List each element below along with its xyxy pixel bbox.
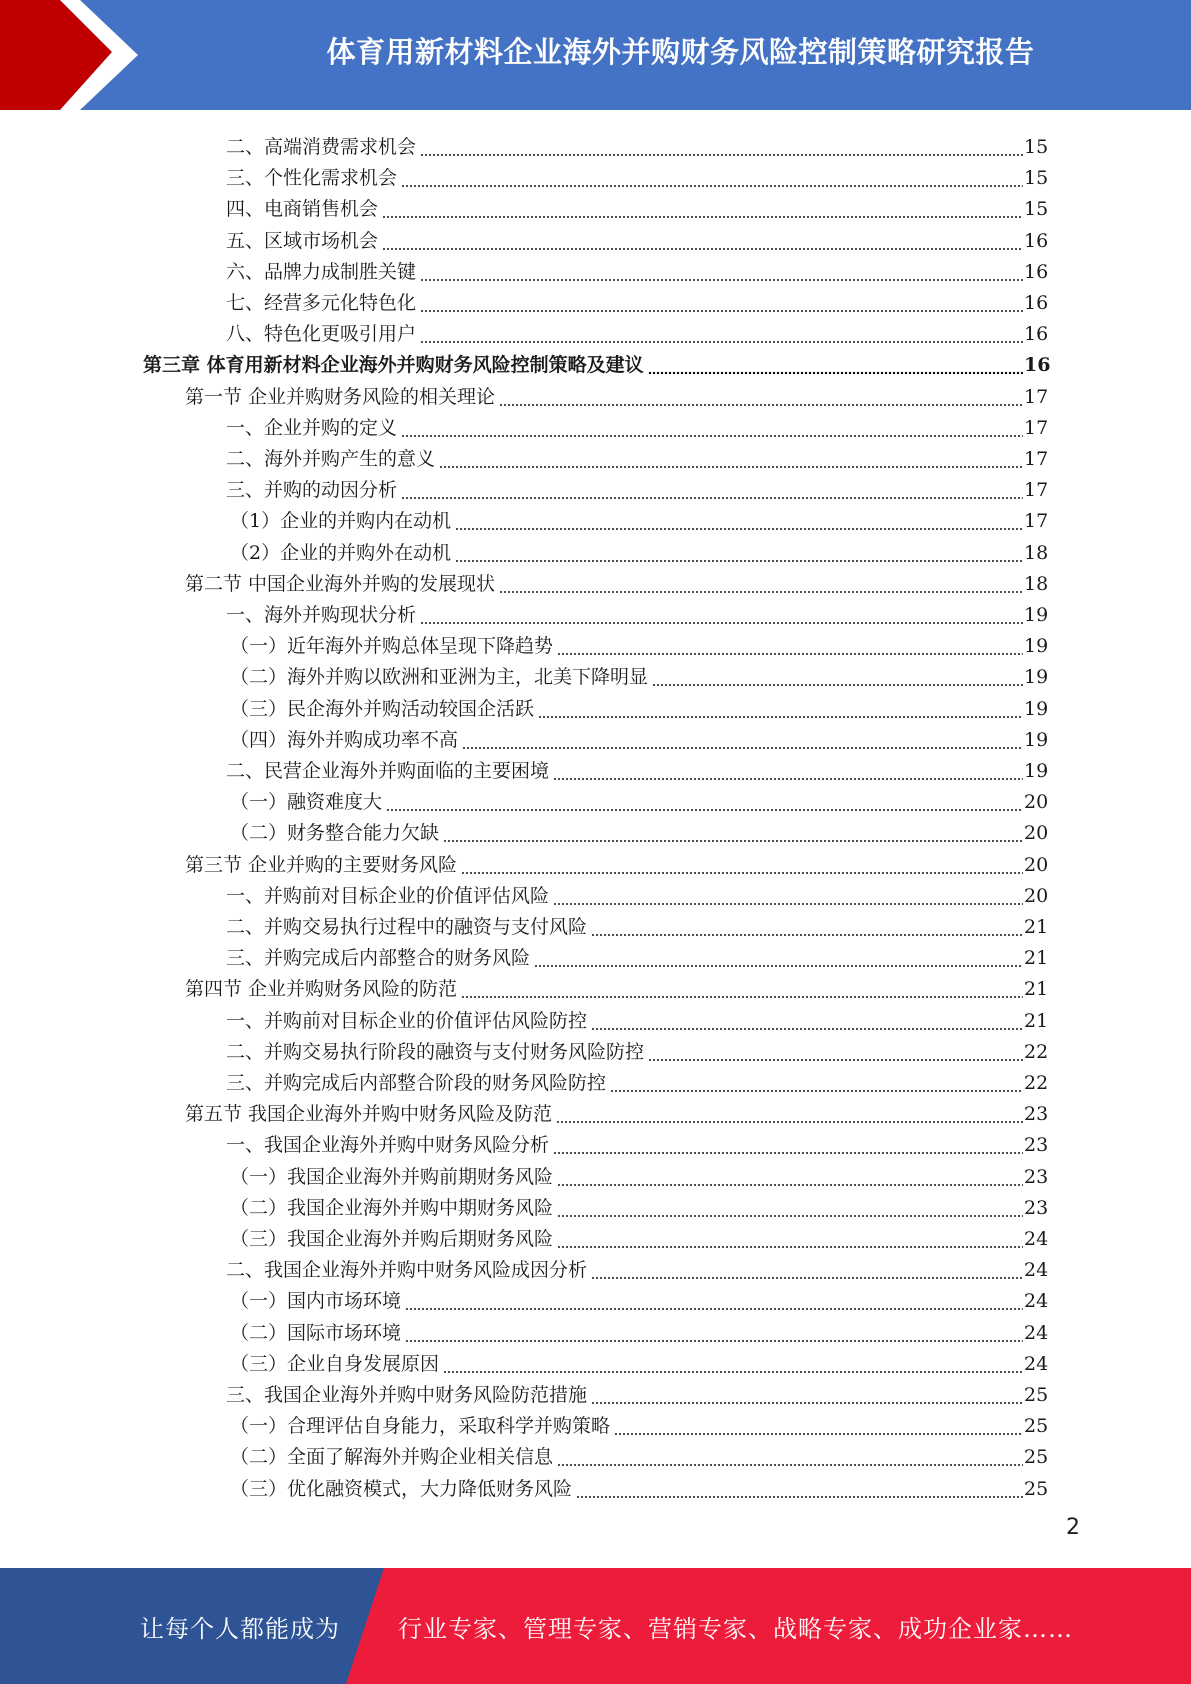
toc-entry-title: 三、个性化需求机会 [226, 167, 398, 190]
toc-entry[interactable] [226, 409, 1048, 440]
toc-dot-leader [401, 414, 1023, 438]
toc-entry-page: 21 [1024, 916, 1049, 938]
toc-entry[interactable] [230, 502, 1048, 533]
toc-entry-page: 17 [1024, 510, 1049, 533]
toc-entry-page: 24 [1024, 1352, 1049, 1375]
toc-entry[interactable] [226, 440, 1048, 471]
toc-entry-title: 七、经营多元化特色化 [226, 292, 417, 314]
toc-entry-title: （三）我国企业海外并购后期财务风险 [230, 1228, 554, 1250]
toc-entry-title: 二、我国企业海外并购中财务风险成因分析 [226, 1259, 588, 1282]
page-number: 2 [1066, 1515, 1080, 1540]
toc-entry-title: 二、民营企业海外并购面临的主要困境 [226, 760, 550, 782]
toc-entry-page: 17 [1024, 479, 1049, 502]
toc-entry-page: 24 [1024, 1259, 1049, 1282]
toc-entry-title: 四、电商销售机会 [226, 198, 379, 221]
toc-entry-title: （二）海外并购以欧洲和亚洲为主，北美下降明显 [230, 666, 649, 689]
toc-entry-page: 24 [1024, 1290, 1049, 1313]
toc-entry-page: 15 [1024, 136, 1049, 158]
toc-dot-leader [534, 944, 1023, 968]
toc-entry-title: （一）我国企业海外并购前期财务风险 [230, 1165, 554, 1188]
toc-entry-title: （二）我国企业海外并购中期财务风险 [230, 1196, 554, 1219]
toc-dot-leader [382, 227, 1023, 251]
toc-entry-page: 15 [1024, 167, 1049, 190]
toc-entry-title: （一）融资难度大 [230, 791, 383, 814]
toc-dot-leader [648, 1038, 1023, 1062]
toc-entry-page: 21 [1024, 947, 1049, 970]
toc-entry[interactable] [226, 939, 1048, 970]
toc-entry-page: 25 [1024, 1446, 1049, 1469]
toc-dot-leader [499, 570, 1023, 594]
toc-dot-leader [576, 1475, 1023, 1499]
toc-entry-page: 20 [1024, 791, 1049, 814]
toc-entry-page: 17 [1024, 416, 1049, 439]
toc-entry-title: （一）国内市场环境 [230, 1290, 402, 1313]
toc-entry-page: 20 [1024, 822, 1049, 845]
toc-dot-leader [557, 1443, 1023, 1467]
toc-dot-leader [499, 383, 1023, 407]
toc-dot-leader [553, 757, 1023, 781]
toc-entry[interactable] [226, 222, 1048, 253]
toc-dot-leader [553, 882, 1023, 906]
toc-entry-page: 22 [1024, 1072, 1049, 1094]
toc-entry-page: 20 [1024, 884, 1049, 907]
toc-entry-title: 三、并购完成后内部整合阶段的财务风险防控 [226, 1072, 607, 1094]
toc-entry[interactable] [226, 159, 1048, 190]
page-footer [0, 1568, 1191, 1684]
toc-entry-title: 第一节 企业并购财务风险的相关理论 [185, 385, 496, 408]
toc-dot-leader [443, 819, 1023, 843]
toc-entry-page: 22 [1024, 1040, 1049, 1063]
toc-dot-leader [405, 1287, 1023, 1311]
toc-dot-leader [439, 445, 1023, 469]
toc-chapter-entry[interactable] [143, 346, 1051, 377]
toc-entry-page: 19 [1024, 635, 1049, 658]
toc-dot-leader [591, 1007, 1023, 1031]
toc-entry[interactable] [230, 690, 1048, 721]
toc-dot-leader [538, 695, 1023, 719]
toc-entry-page: 16 [1024, 229, 1049, 252]
toc-entry-title: 第二节 中国企业海外并购的发展现状 [185, 572, 496, 595]
toc-entry[interactable] [230, 1158, 1048, 1189]
toc-entry[interactable] [230, 814, 1048, 845]
toc-entry-page: 15 [1024, 198, 1049, 221]
toc-entry-title: 二、并购交易执行阶段的融资与支付财务风险防控 [226, 1040, 645, 1063]
toc-entry[interactable] [230, 1314, 1048, 1345]
toc-entry-page: 16 [1024, 323, 1049, 346]
toc-entry[interactable] [226, 190, 1048, 221]
toc-entry-page: 24 [1024, 1321, 1049, 1344]
toc-section-entry[interactable] [185, 378, 1048, 409]
toc-entry[interactable] [226, 1376, 1048, 1407]
toc-entry-title: 第三节 企业并购的主要财务风险 [185, 853, 458, 876]
toc-entry-title: 一、企业并购的定义 [226, 416, 398, 439]
toc-entry[interactable] [230, 627, 1048, 658]
toc-entry[interactable] [226, 253, 1048, 284]
toc-dot-leader [461, 975, 1023, 999]
toc-entry-page: 21 [1024, 978, 1049, 1001]
toc-entry-title: 三、并购的动因分析 [226, 479, 398, 502]
toc-entry-page: 16 [1024, 260, 1049, 283]
toc-entry[interactable] [230, 534, 1048, 565]
toc-entry-page: 16 [1024, 292, 1049, 314]
document-title: 体育用新材料企业海外并购财务风险控制策略研究报告 [326, 34, 1035, 69]
toc-entry-title: 一、我国企业海外并购中财务风险分析 [226, 1134, 550, 1157]
toc-entry-title: 二、海外并购产生的意义 [226, 448, 436, 470]
toc-entry-page: 23 [1024, 1196, 1049, 1219]
toc-entry-page: 25 [1024, 1415, 1049, 1438]
toc-entry-title: 三、我国企业海外并购中财务风险防范措施 [226, 1384, 588, 1406]
toc-dot-leader [382, 195, 1023, 219]
toc-entry[interactable] [230, 783, 1048, 814]
header-red-arrow-shape [0, 0, 160, 110]
toc-entry[interactable] [226, 596, 1048, 627]
toc-dot-leader [420, 258, 1023, 282]
toc-dot-leader [610, 1069, 1023, 1093]
toc-entry-page: 23 [1024, 1165, 1049, 1188]
toc-entry-page: 19 [1024, 604, 1049, 626]
toc-entry-page: 16 [1024, 354, 1051, 377]
toc-entry-title: （三）优化融资模式，大力降低财务风险 [230, 1477, 573, 1500]
toc-entry[interactable] [230, 658, 1048, 689]
toc-entry-page: 23 [1024, 1134, 1049, 1157]
toc-entry[interactable] [226, 1251, 1048, 1282]
toc-entry-page: 19 [1024, 697, 1049, 720]
toc-section-entry[interactable] [185, 565, 1048, 596]
toc-entry[interactable] [226, 1064, 1048, 1095]
toc-dot-leader [556, 1100, 1023, 1124]
toc-dot-leader [455, 507, 1023, 531]
toc-entry[interactable] [230, 721, 1048, 752]
toc-dot-leader [652, 663, 1023, 687]
toc-entry[interactable] [226, 315, 1048, 346]
toc-entry[interactable] [226, 752, 1048, 783]
toc-dot-leader [553, 1131, 1023, 1155]
toc-entry-title: （二）国际市场环境 [230, 1321, 402, 1344]
toc-entry[interactable] [230, 1282, 1048, 1313]
toc-entry[interactable] [230, 1220, 1048, 1251]
toc-entry[interactable] [226, 908, 1048, 939]
toc-dot-leader [462, 726, 1023, 750]
toc-entry[interactable] [230, 1189, 1048, 1220]
toc-entry-title: 二、高端消费需求机会 [226, 136, 417, 158]
toc-entry-title: （二）全面了解海外并购企业相关信息 [230, 1446, 554, 1469]
toc-entry-title: 第四节 企业并购财务风险的防范 [185, 978, 458, 1001]
toc-entry-title: （三）民企海外并购活动较国企活跃 [230, 697, 535, 720]
toc-entry-page: 17 [1024, 385, 1049, 408]
toc-entry-page: 24 [1024, 1228, 1049, 1250]
toc-entry-page: 19 [1024, 760, 1049, 782]
toc-dot-leader [401, 164, 1023, 188]
toc-entry-page: 25 [1024, 1384, 1049, 1406]
toc-entry-title: （1）企业的并购内在动机 [230, 510, 452, 533]
toc-dot-leader [591, 1381, 1023, 1405]
toc-dot-leader [420, 133, 1023, 157]
toc-entry-page: 17 [1024, 448, 1049, 470]
toc-entry[interactable] [226, 128, 1048, 159]
page-header [0, 0, 1191, 110]
toc-entry[interactable] [226, 1002, 1048, 1033]
toc-entry-title: （2）企业的并购外在动机 [230, 541, 452, 564]
toc-entry-title: （一）合理评估自身能力，采取科学并购策略 [230, 1415, 611, 1438]
toc-entry-title: 八、特色化更吸引用户 [226, 323, 417, 346]
toc-entry[interactable] [230, 1438, 1048, 1469]
toc-entry-title: （二）财务整合能力欠缺 [230, 822, 440, 845]
toc-entry-page: 21 [1024, 1009, 1049, 1032]
toc-dot-leader [591, 913, 1023, 937]
toc-entry[interactable] [226, 471, 1048, 502]
toc-entry-page: 19 [1024, 728, 1049, 751]
toc-entry-title: 第五节 我国企业海外并购中财务风险及防范 [185, 1103, 553, 1126]
footer-slogan-left: 让每个人都能成为 [140, 1614, 340, 1643]
toc-entry-title: 一、并购前对目标企业的价值评估风险 [226, 884, 550, 907]
toc-entry-title: 第三章 体育用新材料企业海外并购财务风险控制策略及建议 [143, 354, 644, 377]
toc-dot-leader [386, 788, 1023, 812]
toc-entry-page: 18 [1024, 572, 1049, 595]
toc-section-entry[interactable] [185, 846, 1048, 877]
toc-entry-page: 19 [1024, 666, 1049, 689]
toc-entry-title: 五、区域市场机会 [226, 229, 379, 252]
toc-dot-leader [461, 851, 1023, 875]
toc-entry-title: 一、并购前对目标企业的价值评估风险防控 [226, 1009, 588, 1032]
toc-entry[interactable] [226, 1033, 1048, 1064]
toc-dot-leader [420, 289, 1023, 313]
toc-section-entry[interactable] [185, 970, 1048, 1001]
toc-dot-leader [614, 1412, 1023, 1436]
toc-entry-title: 三、并购完成后内部整合的财务风险 [226, 947, 531, 970]
toc-dot-leader [557, 1225, 1023, 1249]
toc-dot-leader [405, 1319, 1023, 1343]
toc-entry-title: 二、并购交易执行过程中的融资与支付风险 [226, 916, 588, 938]
toc-entry-title: （一）近年海外并购总体呈现下降趋势 [230, 635, 554, 658]
toc-dot-leader [420, 320, 1023, 344]
toc-dot-leader [401, 476, 1023, 500]
toc-dot-leader [557, 1194, 1023, 1218]
toc-entry-page: 20 [1024, 853, 1049, 876]
toc-dot-leader [557, 632, 1023, 656]
toc-entry[interactable] [226, 284, 1048, 315]
footer-slogan-right: 行业专家、管理专家、营销专家、战略专家、成功企业家…… [398, 1614, 1073, 1643]
toc-entry[interactable] [230, 1345, 1048, 1376]
toc-dot-leader [455, 539, 1023, 563]
toc-section-entry[interactable] [185, 1095, 1048, 1126]
toc-entry-title: 一、海外并购现状分析 [226, 604, 417, 626]
toc-entry-title: 六、品牌力成制胜关键 [226, 260, 417, 283]
toc-dot-leader [557, 1163, 1023, 1187]
toc-entry-page: 25 [1024, 1477, 1049, 1500]
toc-entry[interactable] [226, 877, 1048, 908]
toc-entry[interactable] [226, 1126, 1048, 1157]
toc-entry-page: 18 [1024, 541, 1049, 564]
toc-entry-page: 23 [1024, 1103, 1049, 1126]
toc-entry-title: （三）企业自身发展原因 [230, 1352, 440, 1375]
toc-entry[interactable] [230, 1470, 1048, 1501]
toc-entry[interactable] [230, 1407, 1048, 1438]
toc-dot-leader [648, 351, 1023, 375]
toc-entry-title: （四）海外并购成功率不高 [230, 728, 459, 751]
toc-dot-leader [443, 1350, 1023, 1374]
toc-dot-leader [591, 1256, 1023, 1280]
toc-dot-leader [420, 601, 1023, 625]
